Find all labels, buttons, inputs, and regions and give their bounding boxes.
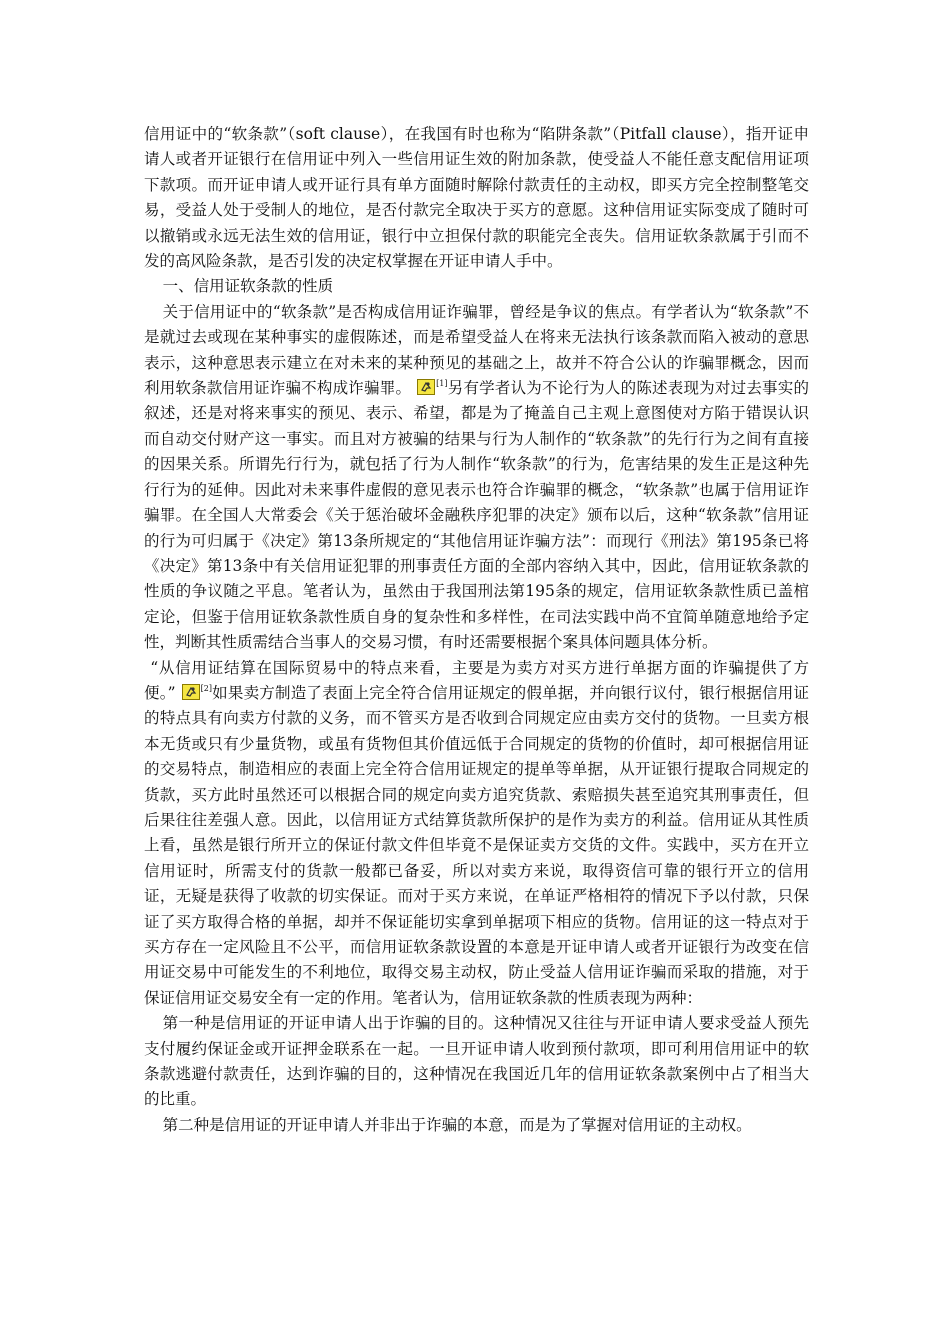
footnote-marker[interactable]: [1] <box>436 379 448 389</box>
footnote-link-icon[interactable] <box>182 683 200 699</box>
paragraph-text: “从信用证结算在国际贸易中的特点来看，主要是为卖方对买方进行单据方面的诈骗提供了方便。” <box>144 658 809 702</box>
paragraph-seller-fraud <box>144 656 809 1012</box>
paragraph-type-one: 第一种是信用证的开证申请人出于诈骗的目的。这种情况又往往与开证申请人要求受益人预先支付履约保证金或开证押金联系在一起。一旦开证申请人收到预付款项，即可利用信用证中的软条款逃避付款责任，达到诈骗的目的，这种情况在我国近几年的信用证软条款案例中占了相当大的比重。 <box>144 1014 809 1109</box>
footnote-marker[interactable]: [2] <box>200 683 212 693</box>
paragraph-text: 关于信用证中的“软条款”是否构成信用证诈骗罪，曾经是争议的焦点。有学者认为“软条款”不是就过去或现在某种事实的虚假陈述，而是希望受益人在将来无法执行该条款而陷入被动的意思表示，这种意思表示建立在对未来的某种预见的基础之上，故并不符合公认的诈骗罪概念，因而利用软条款信用证诈骗不构成诈骗罪。 <box>144 302 809 398</box>
section-heading: 一、信用证软条款的性质 <box>162 277 334 296</box>
footnote-link-icon[interactable] <box>417 378 435 394</box>
document-body <box>144 122 809 1138</box>
paragraph-nature-debate <box>144 300 809 656</box>
intro-paragraph: 信用证中的“软条款”（soft clause），在我国有时也称为“陷阱条款”（Pitfall clause），指开证申请人或者开证银行在信用证中列入一些信用证生效的附加条款，使受益人不能任意支配信用证项下款项。而开证申请人或开证行具有单方面随时解除付款责任的主动权，即买方完全控制整笔交易，受益人处于受制人的地位，是否付款完全取决于买方的意愿。这种信用证实际变成了随时可以撤销或永远无法生效的信用证，银行中立担保付款的职能完全丧失。信用证软条款属于引而不发的高风险条款，是否引发的决定权掌握在开证申请人手中。 <box>144 125 809 271</box>
paragraph-text: 另有学者认为不论行为人的陈述表现为对过去事实的叙述，还是对将来事实的预见、表示、希望，都是为了掩盖自己主观上意图使对方陷于错误认识而自动交付财产这一事实。而且对方被骗的结果与行为人制作的“软条款”的先行行为之间有直接的因果关系。所谓先行行为，就包括了行为人制作“软条款”的行为，危害结果的发生正是这种先行行为的延伸。因此对未来事件虚假的意见表示也符合诈骗罪的概念，“软条款”也属于信用证诈骗罪。在全国人大常委会《关于惩治破坏金融秩序犯罪的决定》颁布以后，这种“软条款”信用证的行为可归属于《决定》第13条所规定的“其他信用证诈骗方法”：而现行《刑法》第195条已将《决定》第13条中有关信用证犯罪的刑事责任方面的全部内容纳入其中，因此，信用证软条款的性质的争议随之平息。笔者认为，虽然由于我国刑法第195条的规定，信用证软条款性质已盖棺定论，但鉴于信用证软条款性质自身的复杂性和多样性，在司法实践中尚不宜简单随意地给予定性，判断其性质需结合当事人的交易习惯，有时还需要根据个案具体问题具体分析。 <box>144 379 809 652</box>
paragraph-text: 如果卖方制造了表面上完全符合信用证规定的假单据，并向银行议付，银行根据信用证的特点具有向卖方付款的义务，而不管买方是否收到合同规定应由卖方交付的货物。一旦卖方根本无货或只有少量货物，或虽有货物但其价值远低于合同规定的货物的价值时，却可根据信用证的交易特点，制造相应的表面上完全符合信用证规定的提单等单据，从开证银行提取合同规定的货款，买方此时虽然还可以根据合同的规定向卖方追究货款、索赔损失甚至追究其刑事责任，但后果往往差强人意。因此，以信用证方式结算货款所保护的是作为卖方的利益。信用证从其性质上看，虽然是银行所开立的保证付款文件但毕竟不是保证卖方交货的文件。实践中，买方在开立信用证时，所需支付的货款一般都已备妥，所以对卖方来说，取得资信可靠的银行开立的信用证，无疑是获得了收款的切实保证。而对于买方来说，在单证严格相符的情况下予以付款，只保证了买方取得合格的单据，却并不保证能切实拿到单据项下相应的货物。信用证的这一特点对于买方存在一定风险且不公平，而信用证软条款设置的本意是开证申请人或者开证银行为改变在信用证交易中可能发生的不利地位，取得交易主动权，防止受益人信用证诈骗而采取的措施，对于保证信用证交易安全有一定的作用。笔者认为，信用证软条款的性质表现为两种： <box>144 683 809 1007</box>
paragraph-type-two: 第二种是信用证的开证申请人并非出于诈骗的本意，而是为了掌握对信用证的主动权。 <box>162 1115 752 1134</box>
